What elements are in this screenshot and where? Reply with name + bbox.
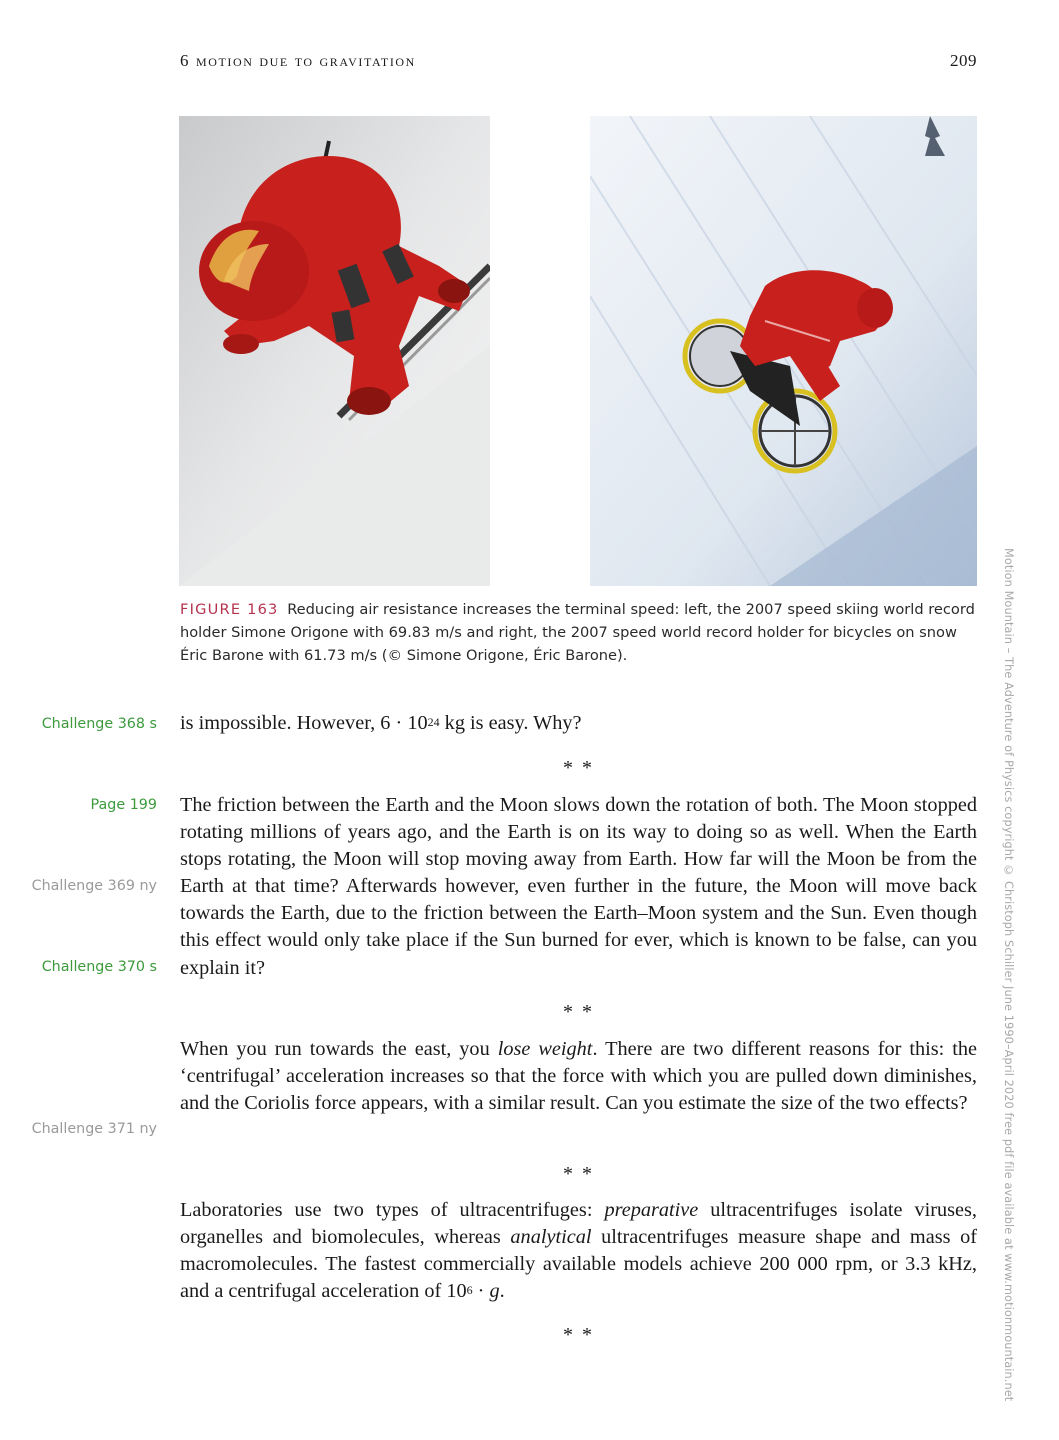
paragraph-3-emphasis: lose weight [497, 1038, 593, 1060]
figure-label: FIGURE 163 [180, 601, 279, 618]
paragraph-4-text-a: Laboratories use two types of ultracentrifuges: [180, 1199, 605, 1221]
challenge-370-link[interactable]: Challenge 370 s [41, 959, 157, 975]
snow-bicycle-illustration [590, 116, 977, 586]
paragraph-4-g-symbol: g [489, 1280, 500, 1303]
challenge-369-link[interactable]: Challenge 369 ny [31, 878, 157, 894]
challenge-368-link[interactable]: Challenge 368 s [41, 716, 157, 732]
figure-caption-text: Reducing air resistance increases the terminal speed: left, the 2007 speed skiing world record holder Simone Origone with 69.83 m/s and right, the 2007 speed world record holder for bicycles on snow Éric Barone with 61.73 m/s (© Simone Origone, Éric Barone). [180, 601, 975, 664]
paragraph-4 [180, 1197, 977, 1307]
chapter-title: 6 motion due to gravitation [180, 51, 416, 70]
snow-bicycle-photo [590, 116, 977, 586]
paragraph-3 [180, 1036, 977, 1117]
page-199-link[interactable]: Page 199 [90, 797, 157, 813]
paragraph-1-text-a: is impossible. However, 6 · 10 [180, 712, 428, 734]
separator-1: * * [563, 757, 594, 779]
challenge-371-link[interactable]: Challenge 371 ny [31, 1121, 157, 1137]
paragraph-4-emphasis-1: preparative [604, 1199, 699, 1221]
paragraph-4-exponent: 6 [466, 1283, 473, 1298]
paragraph-1-text-b: kg is easy. Why? [439, 712, 582, 734]
figure-caption [180, 598, 977, 667]
paragraph-3-text-a: When you run towards the east, you [180, 1038, 498, 1060]
paragraph-4-emphasis-2: analytical [510, 1226, 592, 1249]
paragraph-3-text-b: . There are two different reasons for this: the ‘centrifugal’ acceleration increases so that the force with which you are pulled down diminishes, and the Coriolis force appears, with a similar result. Can you estimate the size of the two effects? [180, 1038, 978, 1115]
separator-3: * * [563, 1163, 594, 1185]
paragraph-4-text-e: . [499, 1280, 505, 1303]
speed-skier-photo [179, 116, 490, 586]
paragraph-1 [180, 710, 977, 739]
page-number: 209 [950, 51, 977, 70]
speed-skier-illustration [179, 116, 490, 586]
side-copyright-text: Motion Mountain – The Adventure of Physics copyright © Christoph Schiller June 1990–April 2020 free pdf file available at www.motionmountain.net [1002, 548, 1015, 1402]
paragraph-1-exponent: 24 [427, 715, 440, 729]
paragraph-2: The friction between the Earth and the Moon slows down the rotation of both. The Moon stopped rotating millions of years ago, and the Earth is on its way to doing so as well. When the Earth stops rotating, the Moon will stop moving away from Earth. How far will the Moon be from the Earth at that time? Afterwards however, even further in the future, the Moon will move back towards the Earth, due to the friction between the Earth–Moon system and the Sun. Even though this effect would only take place if the Sun burned for ever, which is known to be false, can you explain it? [180, 794, 977, 979]
separator-2: * * [563, 1001, 594, 1023]
separator-4: * * [563, 1324, 594, 1346]
paragraph-4-text-b: ultracentrifuges isolate viruses, organelles and biomolecules, whereas [180, 1199, 977, 1249]
paragraph-4-text-c: ultracentrifuges measure shape and mass of macromolecules. The fastest commercially available models achieve 200 000 rpm, or 3.3 kHz, and a centrifugal acceleration of 10 [180, 1226, 977, 1303]
paragraph-4-text-d: · [472, 1280, 490, 1303]
running-head [180, 51, 977, 75]
